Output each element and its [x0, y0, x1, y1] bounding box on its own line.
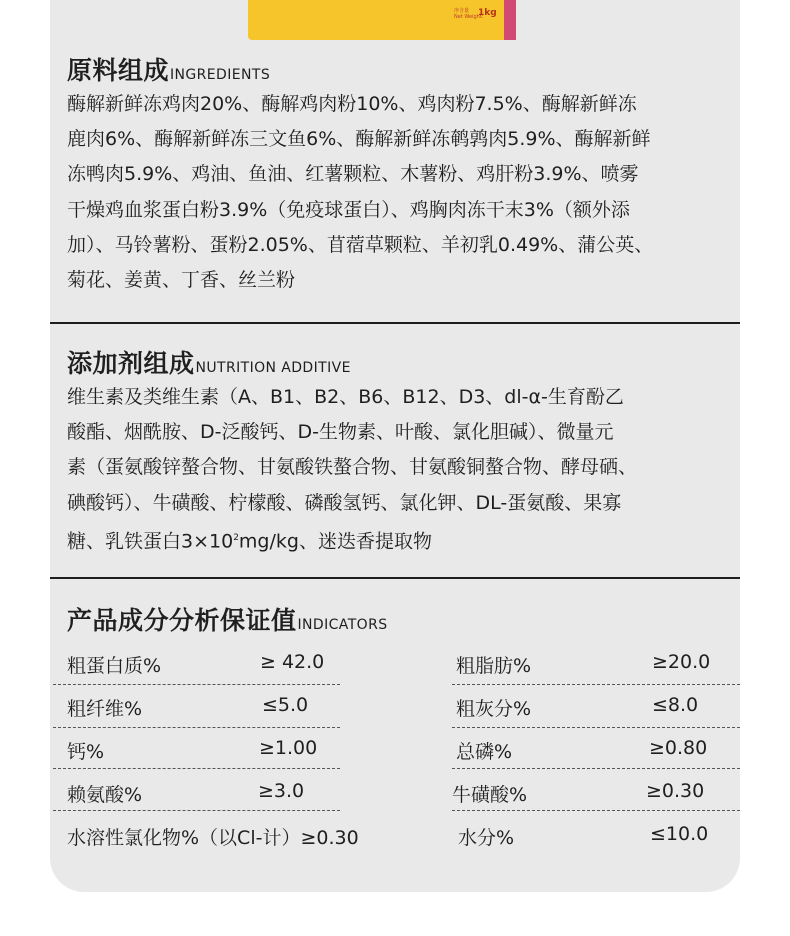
- indicators-title: [67, 601, 387, 637]
- indicator-value: ≤8.0: [652, 694, 699, 716]
- ingredients-line: 菊花、姜黄、丁香、丝兰粉: [67, 269, 296, 292]
- indicator-label: 总磷%: [456, 741, 513, 763]
- indicator-value: ≥0.30: [646, 780, 705, 802]
- additive-title: [67, 344, 351, 380]
- indicator-value: ≥20.0: [652, 651, 711, 673]
- additive-text: [67, 380, 737, 559]
- row-separator: [53, 768, 340, 769]
- row-separator: [452, 684, 740, 685]
- row-separator: [452, 768, 740, 769]
- additive-title-en: NUTRITION ADDITIVE: [195, 360, 351, 376]
- ingredients-line: 冻鸭肉5.9%、鸡油、鱼油、红薯颗粒、木薯粉、鸡肝粉3.9%、喷雾: [67, 163, 639, 186]
- indicator-value: ≥3.0: [258, 780, 305, 802]
- bag-net-label-cn: 净含量: [454, 8, 470, 14]
- section-divider: [50, 322, 740, 324]
- indicator-value: ≥ 42.0: [260, 651, 325, 673]
- indicator-label: 钙%: [67, 741, 105, 763]
- ingredients-line: 酶解新鲜冻鸡肉20%、酶解鸡肉粉10%、鸡肉粉7.5%、酶解新鲜冻: [67, 93, 637, 115]
- row-separator: [53, 684, 340, 685]
- indicators-title-cn: 产品成分分析保证值: [67, 606, 297, 635]
- bag-weight: 1kg: [478, 8, 497, 18]
- indicator-label: 水溶性氯化物%（以Cl-计）≥0.30: [67, 827, 359, 849]
- indicator-value: ≤5.0: [262, 694, 309, 716]
- ingredients-line: 干燥鸡血浆蛋白粉3.9%（免疫球蛋白）、鸡胸肉冻干末3%（额外添: [67, 198, 630, 221]
- row-separator: [53, 727, 340, 728]
- additive-line-pre: 糖、乳铁蛋白3×10: [67, 530, 234, 553]
- product-bag-image: [248, 0, 516, 40]
- additive-title-cn: 添加剂组成: [67, 349, 195, 378]
- additive-line: 维生素及类维生素（A、B1、B2、B6、B12、D3、dl-α-生育酚乙: [67, 386, 624, 408]
- additive-line: 碘酸钙）、牛磺酸、柠檬酸、磷酸氢钙、氯化钾、DL-蛋氨酸、果寡: [67, 491, 622, 514]
- indicator-label: 水分%: [458, 827, 515, 849]
- row-separator: [452, 727, 740, 728]
- ingredients-text: [67, 87, 737, 298]
- indicator-label: 粗纤维%: [67, 698, 143, 720]
- indicator-value: ≥1.00: [259, 737, 318, 759]
- bag-front: [248, 0, 506, 40]
- indicator-label: 粗脂肪%: [456, 655, 532, 677]
- indicator-value: ≥0.80: [649, 737, 708, 759]
- ingredients-title: [67, 51, 270, 87]
- additive-line: 酸酯、烟酰胺、D-泛酸钙、D-生物素、叶酸、氯化胆碱）、微量元: [67, 421, 614, 444]
- ingredients-title-en: INGREDIENTS: [170, 67, 271, 83]
- row-separator: [452, 810, 740, 811]
- superscript: 2: [233, 532, 239, 543]
- additive-line-post: mg/kg、迷迭香提取物: [238, 530, 432, 553]
- additive-line: 素（蛋氨酸锌螯合物、甘氨酸铁螯合物、甘氨酸铜螯合物、酵母硒、: [67, 456, 638, 479]
- bag-side: [504, 0, 516, 40]
- indicators-title-en: INDICATORS: [297, 617, 388, 633]
- indicator-value: ≤10.0: [650, 823, 709, 845]
- section-divider: [50, 577, 740, 579]
- ingredients-line: 鹿肉6%、酶解新鲜冻三文鱼6%、酶解新鲜冻鹌鹑肉5.9%、酶解新鲜: [67, 128, 651, 151]
- indicator-label: 赖氨酸%: [67, 784, 143, 806]
- indicator-label: 粗蛋白质%: [67, 655, 162, 677]
- additive-line: [67, 521, 737, 560]
- indicator-label: 粗灰分%: [456, 698, 532, 720]
- row-separator: [53, 810, 340, 811]
- bag-net-label-en: Net Weight:: [454, 14, 484, 20]
- indicator-label: 牛磺酸%: [452, 784, 528, 806]
- ingredients-title-cn: 原料组成: [67, 56, 170, 85]
- ingredients-line: 加）、马铃薯粉、蛋粉2.05%、苜蓿草颗粒、羊初乳0.49%、蒲公英、: [67, 233, 654, 256]
